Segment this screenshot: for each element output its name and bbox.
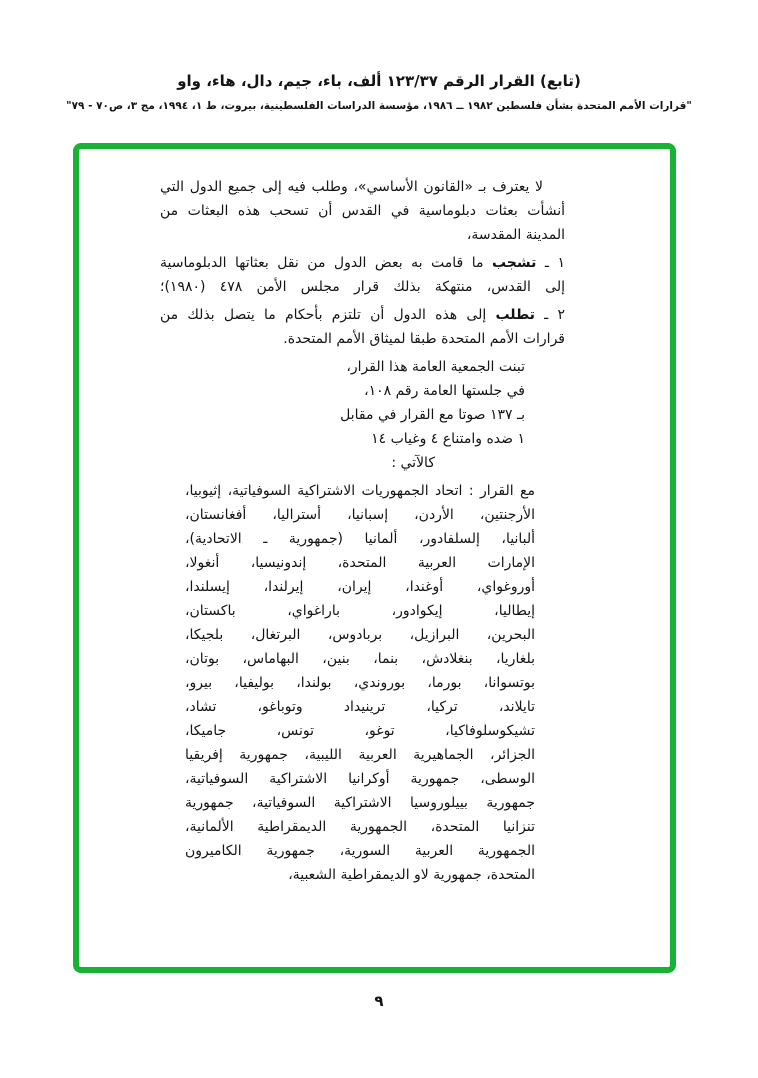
text-line: أنشأت بعثات دبلوماسية في القدس أن تسحب هذه البعثات من <box>160 203 565 219</box>
vote-countries: اتحاد الجمهوريات الاشتراكية السوفياتية، إثيوبيا، <box>185 483 463 499</box>
vote-label: مع القرار <box>480 483 535 499</box>
text-line: المتحدة، جمهورية لاو الديمقراطية الشعبية، <box>288 867 535 883</box>
text-line <box>160 303 565 327</box>
text-line: ألبانيا، إلسلفادور، ألمانيا (جمهورية ـ الاتحادية)، <box>185 531 535 547</box>
text-line <box>160 251 565 275</box>
text-line: الأرجنتين، الأردن، إسبانيا، أستراليا، أفغانستان، <box>185 507 535 523</box>
text-line: كالآتي : <box>391 455 435 471</box>
clause-text: إلى هذه الدول أن تلتزم بأحكام ما يتصل بذلك من <box>160 307 487 323</box>
text-line: تنزانيا المتحدة، الجمهورية الديمقراطية الألمانية، <box>185 819 535 835</box>
clause-number: ٢ ـ <box>544 307 565 323</box>
resolution-text-column <box>160 175 565 887</box>
clause-number: ١ ـ <box>544 255 565 271</box>
text-line <box>185 479 535 503</box>
text-line: الإمارات العربية المتحدة، إندونيسيا، أنغولا، <box>185 555 535 571</box>
green-border-frame <box>73 143 676 973</box>
adoption-statement <box>160 355 565 475</box>
clause-text: ما قامت به بعض الدول من نقل بعثاتها الدبلوماسية <box>160 255 484 271</box>
text-line: أوروغواي، أوغندا، إيران، إيرلندا، إيسلندا، <box>185 579 535 595</box>
text-line: جمهورية بييلوروسيا الاشتراكية السوفياتية، جمهورية <box>185 795 535 811</box>
clause-keyword: تطلب <box>495 307 535 323</box>
resolution-title: (تابع) القرار الرقم ١٢٣/٣٧ ألف، باء، جيم، دال، هاء، واو <box>177 72 581 90</box>
page-header <box>0 70 758 113</box>
clause-1 <box>160 251 565 299</box>
text-line: الجمهورية العربية السورية، جمهورية الكاميرون <box>185 843 535 859</box>
intro-paragraph <box>160 175 565 247</box>
text-line: في جلستها العامة رقم ١٠٨، <box>364 383 525 399</box>
text-line: بوتسوانا، بورما، بوروندي، بولندا، بوليفيا، بيرو، <box>185 675 535 691</box>
text-line: الجزائر، الجماهيرية العربية الليبية، جمهورية إفريقيا <box>185 747 535 763</box>
text-line: الوسطى، جمهورية أوكرانيا الاشتراكية السوفياتية، <box>185 771 535 787</box>
clause-keyword: تشجب <box>491 255 537 271</box>
text-line: تبنت الجمعية العامة هذا القرار، <box>346 359 525 375</box>
text-line: إيطاليا، إيكوادور، باراغواي، باكستان، <box>185 603 535 619</box>
text-line: تشيكوسلوفاكيا، توغو، تونس، جاميكا، <box>185 723 535 739</box>
source-citation: "قرارات الأمم المتحدة بشأن فلسطين ١٩٨٢ ــ ١٩٨٦، مؤسسة الدراسات الفلسطينية، بيروت، ط ١، ١٩٩٤، مج ٣، ص٧٠ - ٧٩" <box>66 100 692 112</box>
vote-result-list <box>185 479 535 887</box>
text-line: لا يعترف بـ «القانون الأساسي»، وطلب فيه إلى جميع الدول التي <box>160 179 543 195</box>
clause-2 <box>160 303 565 351</box>
text-line: إلى القدس، منتهكة بذلك قرار مجلس الأمن ٤٧٨ (١٩٨٠)؛ <box>160 279 565 295</box>
vote-separator: : <box>468 483 474 499</box>
text-line: ١ ضده وامتناع ٤ وغياب ١٤ <box>371 431 525 447</box>
text-line: البحرين، البرازيل، بربادوس، البرتغال، بلجيكا، <box>185 627 535 643</box>
text-line: المدينة المقدسة، <box>466 227 565 243</box>
text-line: قرارات الأمم المتحدة طبقا لميثاق الأمم المتحدة. <box>283 331 565 347</box>
text-line: بلغاريا، بنغلادش، بنما، بنين، البهاماس، بوتان، <box>185 651 535 667</box>
text-line: بـ ١٣٧ صوتا مع القرار في مقابل <box>340 407 525 423</box>
page-number: ٩ <box>374 992 384 1010</box>
text-line: تايلاند، تركيا، ترينيداد وتوباغو، تشاد، <box>185 699 535 715</box>
